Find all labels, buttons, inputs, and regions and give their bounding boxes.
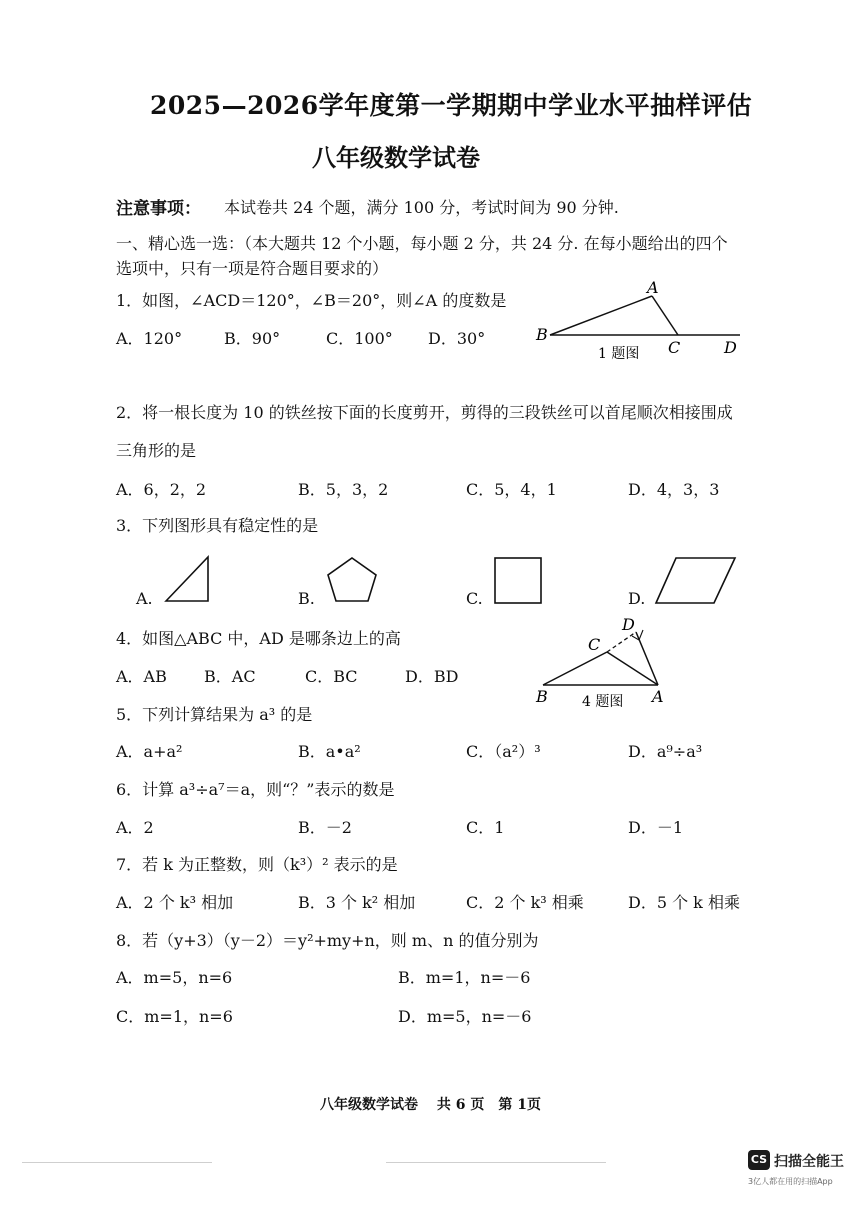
q7-option-d: D．5 个 k 相乘 xyxy=(628,893,740,912)
q6-option-c: C．1 xyxy=(466,818,505,837)
q4-option-a: A．AB xyxy=(116,667,167,686)
scanner-logo-badge: CS xyxy=(748,1150,770,1170)
fig1-label-d: D xyxy=(724,338,737,357)
q8-stem: 8．若（y+3）（y－2）＝y²+my+n，则 m、n 的值分别为 xyxy=(116,931,539,950)
q7-stem: 7．若 k 为正整数，则（k³）² 表示的是 xyxy=(116,855,398,874)
fig4-label-c: C xyxy=(588,635,601,654)
q5-option-a: A．a+a² xyxy=(116,742,183,761)
divider-left xyxy=(22,1162,212,1163)
q2-stem-line2: 三角形的是 xyxy=(116,441,197,460)
q2-option-c: C．5，4，1 xyxy=(466,480,557,499)
fig1-label-a: A xyxy=(647,278,659,297)
figure-q1-lines xyxy=(550,296,740,335)
q1-option-d: D．30° xyxy=(428,329,486,348)
pentagon-shape xyxy=(324,554,384,606)
q2-option-d: D．4，3，3 xyxy=(628,480,720,499)
exam-subtitle: 八年级数学试卷 xyxy=(312,143,480,172)
figure-q4 xyxy=(530,612,690,712)
square-shape xyxy=(492,556,546,606)
q1-option-b: B．90° xyxy=(224,329,281,348)
q8-option-d: D．m=5，n=－6 xyxy=(398,1007,532,1026)
q3-stem: 3．下列图形具有稳定性的是 xyxy=(116,516,319,535)
q8-option-b: B．m=1，n=－6 xyxy=(398,968,531,987)
q3-option-d: D. xyxy=(628,589,646,608)
fig1-label-b: B xyxy=(536,325,548,344)
q5-option-b: B．a•a² xyxy=(298,742,361,761)
q4-option-c: C．BC xyxy=(305,667,358,686)
q3-option-b: B. xyxy=(298,589,315,608)
q7-option-c: C．2 个 k³ 相乘 xyxy=(466,893,584,912)
q3-option-a: A. xyxy=(136,589,153,608)
q8-option-c: C．m=1，n=6 xyxy=(116,1007,233,1026)
q4-option-d: D．BD xyxy=(405,667,459,686)
q6-option-a: A．2 xyxy=(116,818,154,837)
fig4-caption: 4 题图 xyxy=(582,694,624,710)
fig4-label-b: B xyxy=(536,687,548,706)
exam-title: 2025—2026学年度第一学期期中学业水平抽样评估 xyxy=(150,91,753,120)
q2-stem-line1: 2．将一根长度为 10 的铁丝按下面的长度剪开，剪得的三段铁丝可以首尾顺次相接围成 xyxy=(116,403,733,422)
divider-center xyxy=(386,1162,606,1163)
scanner-brand: 扫描全能王 xyxy=(774,1154,844,1170)
page-footer: 八年级数学试卷 共 6 页 第 1页 xyxy=(320,1097,541,1113)
section1-line1: 一、精心选一选：（本大题共 12 个小题，每小题 2 分，共 24 分. 在每小题给出的四个 xyxy=(116,234,728,253)
fig1-caption: 1 题图 xyxy=(598,346,640,362)
q6-stem: 6．计算 a³÷a⁷＝a，则“？”表示的数是 xyxy=(116,780,395,799)
fig4-label-d: D xyxy=(622,615,635,634)
q6-option-b: B．－2 xyxy=(298,818,352,837)
q7-option-b: B．3 个 k² 相加 xyxy=(298,893,416,912)
fig4-label-a: A xyxy=(652,687,664,706)
parallelogram-shape xyxy=(654,556,738,606)
scanner-slogan: 3亿人都在用的扫描App xyxy=(748,1177,833,1186)
figure-q1 xyxy=(530,278,750,368)
q6-option-d: D．－1 xyxy=(628,818,684,837)
figure-q4-lines xyxy=(543,630,658,685)
q5-option-d: D．a⁹÷a³ xyxy=(628,742,703,761)
fig1-label-c: C xyxy=(668,338,681,357)
q1-option-a: A．120° xyxy=(116,329,183,348)
q1-stem: 1．如图，∠ACD＝120°，∠B＝20°，则∠A 的度数是 xyxy=(116,291,507,310)
q8-option-a: A．m=5，n=6 xyxy=(116,968,233,987)
q2-option-a: A．6，2，2 xyxy=(116,480,207,499)
q5-stem: 5．下列计算结果为 a³ 的是 xyxy=(116,705,313,724)
q4-stem: 4．如图△ABC 中，AD 是哪条边上的高 xyxy=(116,629,401,648)
triangle-shape xyxy=(160,552,216,606)
q5-option-c: C．（a²）³ xyxy=(466,742,541,761)
notice-label: 注意事项： xyxy=(116,199,201,219)
q7-option-a: A．2 个 k³ 相加 xyxy=(116,893,234,912)
q1-option-c: C．100° xyxy=(326,329,393,348)
notice-text: 本试卷共 24 个题，满分 100 分，考试时间为 90 分钟. xyxy=(224,198,619,217)
section1-line2: 选项中，只有一项是符合题目要求的） xyxy=(116,259,389,278)
q2-option-b: B．5，3，2 xyxy=(298,480,389,499)
q4-option-b: B．AC xyxy=(204,667,256,686)
q3-option-c: C. xyxy=(466,589,483,608)
